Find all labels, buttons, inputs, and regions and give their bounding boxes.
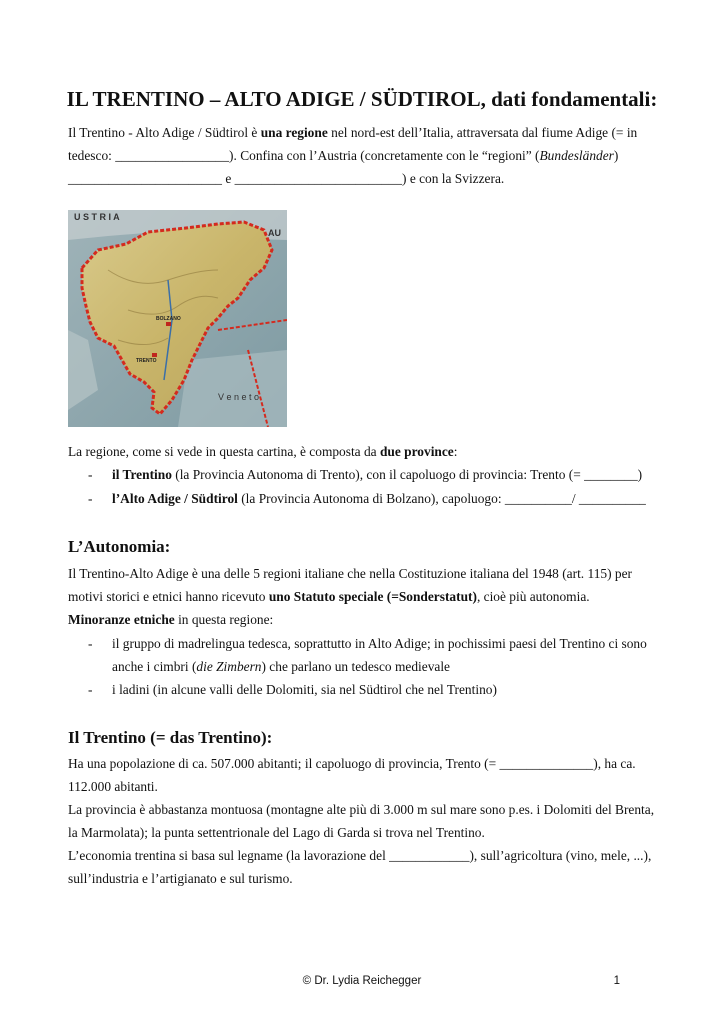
intro-line-2: tedesco: _________________). Confina con l’Austria (concretamente con le “regioni” (Bundesländer): [68, 148, 619, 163]
map-label-austria: U S T R I A: [74, 212, 120, 222]
intro-line-3: _______________________ e _________________________) e con la Svizzera.: [68, 171, 505, 186]
trentino-paragraph: Ha una popolazione di ca. 507.000 abitanti; il capoluogo di provincia, Trento (= ______________), ha ca. 112.000 abitanti. La provincia è abbastanza montuosa (montagne alte più di 3.000 m sul mare sono p.es. i Dolomiti del Brenta, la Marmolata); la punta settentrionale del Lago di Garda si trova nel Trentino. L’economia trentina si basa sul legname (la lavorazione del ____________), sull’agricoltura (vino, mele, ...), sull’industria e l’artigianato e sul turismo.: [68, 756, 655, 886]
autonomia-paragraph: Il Trentino-Alto Adige è una delle 5 regioni italiane che nella Costituzione italiana del 1948 (art. 115) per motivi storici e etnici hanno ricevuto uno Statuto speciale (=Sonderstatut), cioè più autonomia. Minoranze etniche in questa regione:: [68, 566, 632, 627]
map-label-veneto: V e n e t o: [218, 392, 260, 402]
map-label-bolzano: BOLZANO: [156, 316, 181, 322]
map-label-au: AU: [268, 228, 281, 238]
heading-autonomia: L’Autonomia:: [68, 537, 171, 556]
intro-line-1: Il Trentino - Alto Adige / Südtirol è una regione nel nord-est dell’Italia, attraversata dal fiume Adige (= in: [68, 125, 638, 140]
region-map-image: [68, 210, 287, 427]
document-page: IL TRENTINO – ALTO ADIGE / SÜDTIROL, dati fondamentali: Il Trentino - Alto Adige / Südtirol è una regione nel nord-est dell’Italia, attraversata dal fiume Adige (= in tedesco: _________________). Confina con l’Austria (concretamente con le “regioni” (Bundesländer) _______________________ e _________________________) e con la Svizzera. U S T R I A AU BOLZANO TRENTO V e n e t o La regione, come si vede in questa cartina, è composta da due province: - il Trentino (la Provincia Autonoma di Trento), con il capoluogo di provincia: Trento (= ________) - l’Alto Adige / Südtirol (la Provincia Autonoma di Bolzano), capoluogo: __________/ __________ L’Autonomia: Il Trentino-Alto Adige è una delle 5 regioni italiane che nella Costituzione italiana del 1948 (art. 115) per motivi storici e etnici hanno ricevuto uno Statuto speciale (=Sonderstatut), cioè più autonomia. Minoranze etniche in questa regione: - il gruppo di madrelingua tedesca, soprattutto in Alto Adige; in pochissimi paesi del Trentino ci sono anche i cimbri (die Zimbern) che parlano un tedesco medievale - i ladini (in alcune valli delle Dolomiti, sia nel Südtirol che nel Trentino) Il Trentino (= das Trentino): Ha una popolazione di ca. 507.000 abitanti; il capoluogo di provincia, Trento (= ______________), ha ca. 112.000 abitanti. La provincia è abbastanza montuosa (montagne alte più di 3.000 m sul mare sono p.es. i Dolomiti del Brenta, la Marmolata); la punta settentrionale del Lago di Garda si trova nel Trentino. L’economia trentina si basa sul legname (la lavorazione del ____________), sull’agricoltura (vino, mele, ...), sull’industria e l’artigianato e sul turismo. © Dr. Lydia Reichegger 1: [0, 0, 724, 1024]
regione-intro: La regione, come si vede in questa cartina, è composta da due province:: [68, 444, 458, 459]
page-title: IL TRENTINO – ALTO ADIGE / SÜDTIROL, dati fondamentali:: [66, 87, 658, 111]
intro-paragraph: [68, 121, 668, 190]
heading-trentino: Il Trentino (= das Trentino):: [68, 728, 273, 747]
page-number: 1: [613, 975, 620, 987]
copyright-text: © Dr. Lydia Reichegger: [302, 975, 422, 987]
map-label-trento: TRENTO: [136, 358, 157, 364]
